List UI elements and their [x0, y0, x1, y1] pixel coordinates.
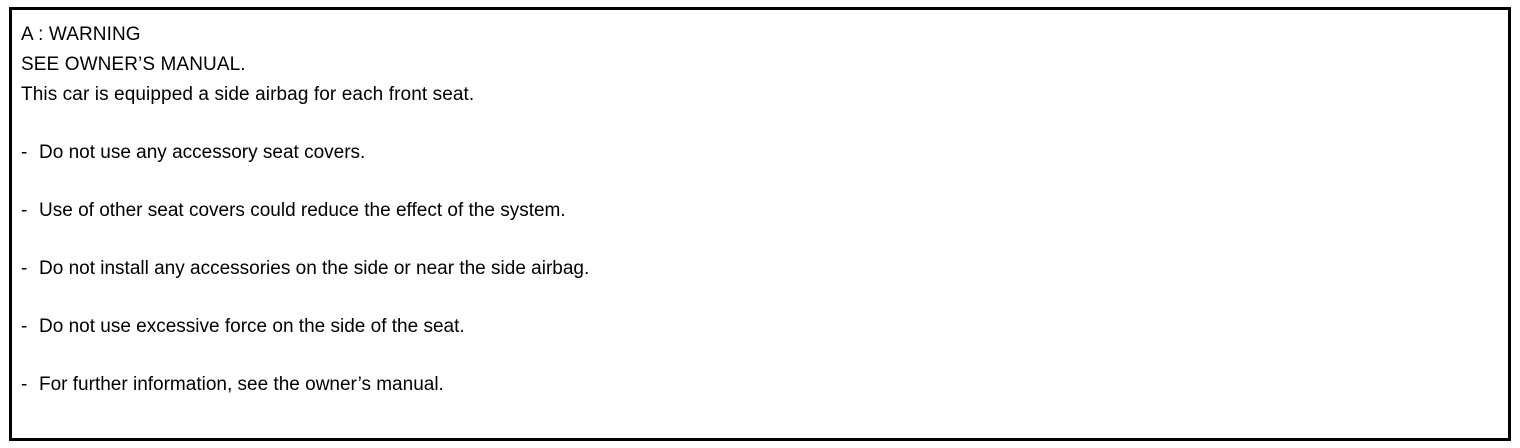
warning-intro-text: This car is equipped a side airbag for each front seat. [21, 84, 475, 105]
warning-label-panel [9, 7, 1511, 441]
list-item [21, 374, 1508, 396]
bullet-marker: - [21, 316, 28, 337]
list-item-label: Do not install any accessories on the side or near the side airbag. [39, 258, 590, 279]
list-item-label: Do not use any accessory seat covers. [39, 142, 366, 163]
list-item-label: For further information, see the owner’s manual. [39, 374, 444, 395]
list-item [21, 316, 1508, 338]
bullet-marker: - [21, 142, 28, 163]
warning-subtitle: SEE OWNER’S MANUAL. [21, 54, 246, 75]
warning-title: A : WARNING [21, 24, 141, 45]
bullet-marker: - [21, 374, 28, 395]
list-item [21, 200, 1508, 222]
list-item-label: Use of other seat covers could reduce the effect of the system. [39, 200, 566, 221]
list-item [21, 142, 1508, 164]
bullet-marker: - [21, 200, 28, 221]
list-item [21, 258, 1508, 280]
warning-bullet-list [21, 142, 1508, 396]
list-item-label: Do not use excessive force on the side of the seat. [39, 316, 465, 337]
warning-header [21, 20, 1508, 110]
bullet-marker: - [21, 258, 28, 279]
